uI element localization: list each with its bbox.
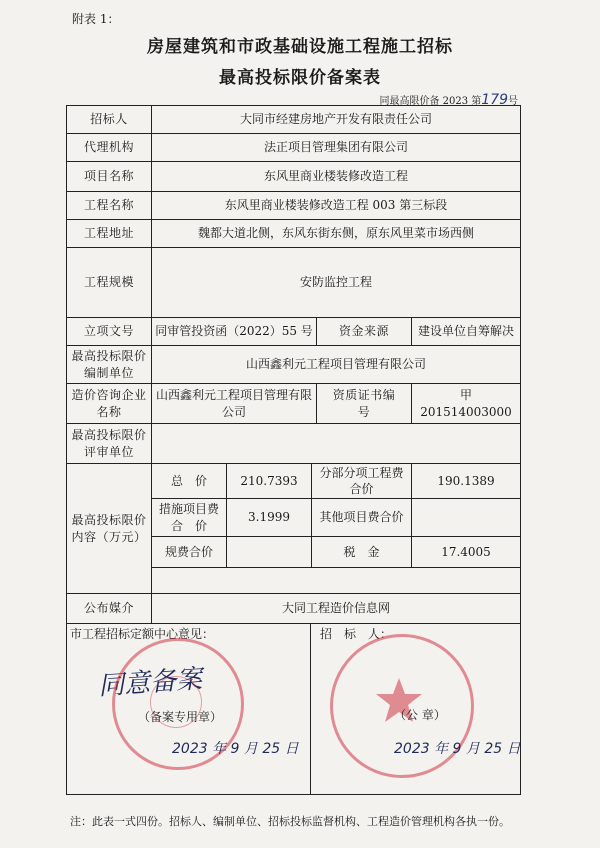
work-scale-value: 安防监控工程	[151, 247, 521, 318]
measures-label: 措施项目费合 价	[151, 498, 227, 537]
preparer-value: 山西鑫利元工程项目管理有限公司	[151, 345, 521, 384]
tenderer-value: 大同市经建房地产开发有限责任公司	[151, 105, 521, 134]
other-items-value	[411, 498, 521, 537]
project-name-value: 东风里商业楼装修改造工程	[151, 161, 521, 192]
form-title-line2: 最高投标限价备案表	[219, 68, 381, 88]
cert-no-label: 资质证书编 号	[316, 383, 412, 424]
tax-label: 税 金	[311, 536, 412, 568]
work-name-value: 东风里商业楼装修改造工程 003 第三标段	[151, 191, 521, 220]
total-price-label: 总 价	[151, 463, 227, 499]
consultant-label: 造价咨询企业名称	[66, 383, 152, 424]
approval-value: 同审管投资函（2022）55 号	[151, 317, 317, 346]
document-number-suffix: 号	[508, 96, 518, 107]
media-value: 大同工程造价信息网	[151, 593, 521, 624]
media-label: 公布媒介	[66, 593, 152, 624]
fees-label: 规费合价	[151, 536, 227, 568]
center-opinion-label: 市工程招标定额中心意见：	[70, 627, 215, 641]
subitem-label: 分部分项工程费合价	[311, 463, 412, 499]
approval-label: 立项文号	[66, 317, 152, 346]
approval-handwriting: 同意备案	[97, 664, 204, 702]
work-address-label: 工程地址	[66, 219, 152, 248]
preparer-label: 最高投标限价编制单位	[66, 345, 152, 384]
footnote: 注：此表一式四份。招标人、编制单位、招标投标监督机构、工程造价管理机构各执一份。	[70, 815, 510, 828]
filing-date: 2023 年 9 月 25 日	[172, 741, 299, 757]
reviewer-value	[151, 423, 521, 464]
form-title-line1: 房屋建筑和市政基础设施工程施工招标	[147, 37, 453, 57]
work-name-label: 工程名称	[66, 191, 152, 220]
measures-value: 3.1999	[226, 498, 312, 537]
project-name-label: 项目名称	[66, 161, 152, 192]
filing-seal-note: （备案专用章）	[138, 710, 223, 724]
tenderer-date: 2023 年 9 月 25 日	[394, 741, 521, 757]
content-label: 最高投标限价内容（万元）	[66, 463, 152, 594]
cert-no-value: 甲 201514003000	[411, 383, 521, 424]
fees-value	[226, 536, 312, 568]
annex-label: 附表 1：	[72, 12, 120, 26]
tenderer-seal-note: （公 章）	[394, 708, 446, 722]
fund-source-label: 资金来源	[316, 317, 412, 346]
subitem-value: 190.1389	[411, 463, 521, 499]
content-spacer	[151, 567, 521, 594]
document-number-prefix: 同最高限价备 2023 第	[379, 96, 482, 107]
tax-value: 17.4005	[411, 536, 521, 568]
total-price-value: 210.7393	[226, 463, 312, 499]
agency-value: 法正项目管理集团有限公司	[151, 133, 521, 162]
tenderer-seal-label: 招 标 人：	[320, 627, 393, 641]
fund-source-value: 建设单位自筹解决	[411, 317, 521, 346]
agency-label: 代理机构	[66, 133, 152, 162]
tenderer-label: 招标人	[66, 105, 152, 134]
other-items-label: 其他项目费合价	[311, 498, 412, 537]
reviewer-label: 最高投标限价评审单位	[66, 423, 152, 464]
document-number-handwritten: 179	[481, 92, 508, 108]
work-address-value: 魏都大道北侧，东风东街东侧，原东风里菜市场西侧	[151, 219, 521, 248]
work-scale-label: 工程规模	[66, 247, 152, 318]
consultant-value: 山西鑫利元工程项目管理有限公司	[151, 383, 317, 424]
